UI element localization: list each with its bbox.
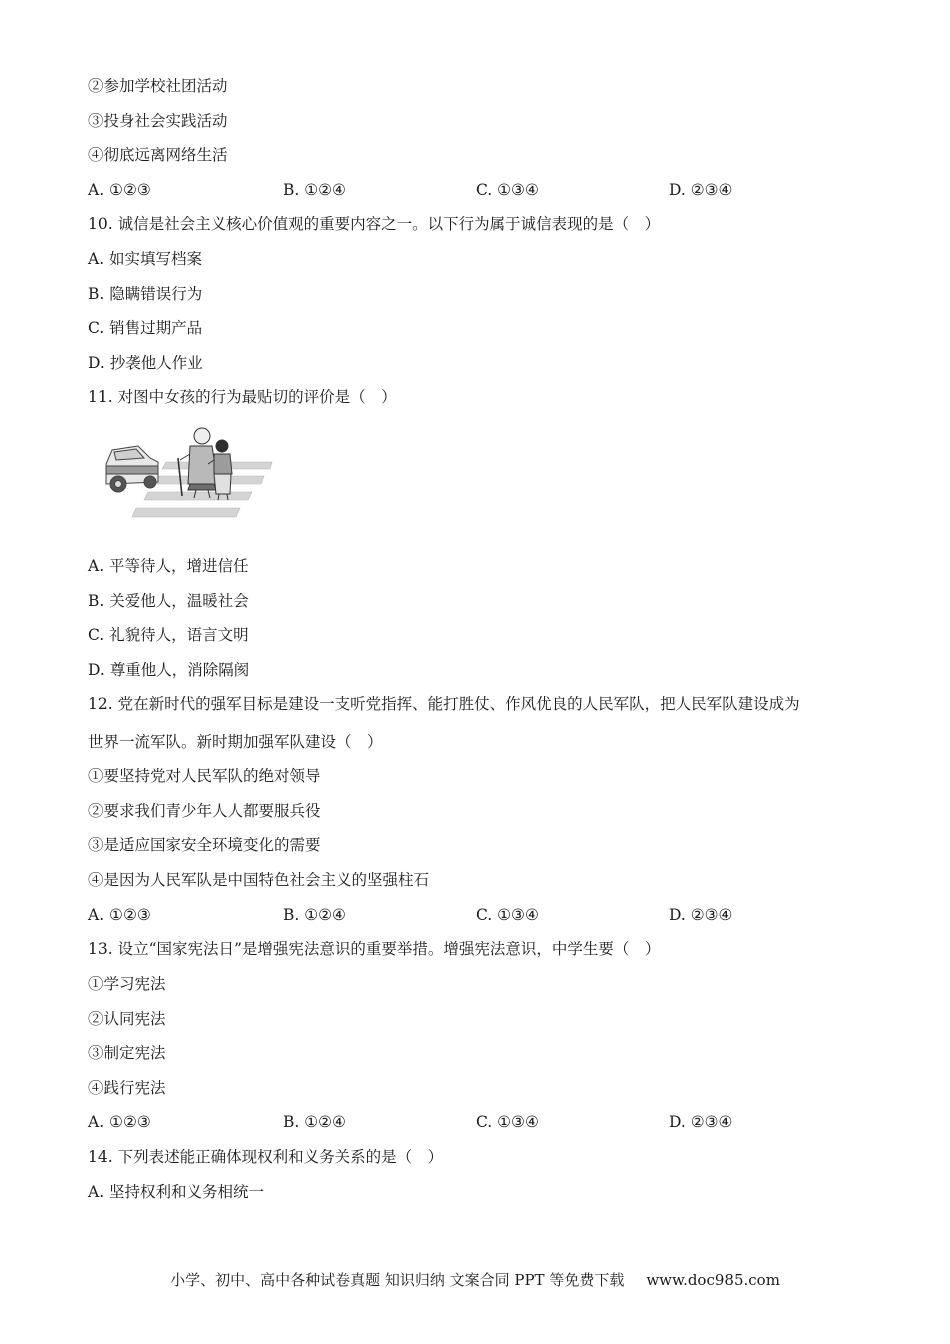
- q10-option-d: D. 抄袭他人作业: [88, 354, 203, 372]
- q11-option-b: B. 关爱他人，温暖社会: [88, 592, 249, 610]
- q9-item-4: ④彻底远离网络生活: [88, 146, 228, 164]
- footer-url[interactable]: www.doc985.com: [646, 1271, 780, 1289]
- q11-option-a: A. 平等待人，增进信任: [88, 557, 249, 575]
- q9-option-d: D. ②③④: [669, 181, 733, 199]
- q9-item-2: ②参加学校社团活动: [88, 77, 228, 95]
- q10-option-b: B. 隐瞒错误行为: [88, 285, 203, 303]
- q13-option-c: C. ①③④: [476, 1113, 539, 1131]
- q9-item-3: ③投身社会实践活动: [88, 112, 228, 130]
- q14-stem: 14. 下列表述能正确体现权利和义务关系的是（ ）: [88, 1148, 444, 1166]
- q12-item-3: ③是适应国家安全环境变化的需要: [88, 836, 321, 854]
- q10-stem: 10. 诚信是社会主义核心价值观的重要内容之一。以下行为属于诚信表现的是（ ）: [88, 215, 661, 233]
- q9-option-b: B. ①②④: [283, 181, 346, 199]
- q13-item-2: ②认同宪法: [88, 1010, 166, 1028]
- q9-option-c: C. ①③④: [476, 181, 539, 199]
- q12-item-4: ④是因为人民军队是中国特色社会主义的坚强柱石: [88, 871, 430, 889]
- q9-options: [88, 180, 788, 200]
- q12-option-a: A. ①②③: [88, 906, 151, 924]
- q12-stem-line2: 世界一流军队。新时期加强军队建设（ ）: [88, 733, 383, 751]
- q12-item-1: ①要坚持党对人民军队的绝对领导: [88, 767, 321, 785]
- page-footer: [0, 1270, 950, 1290]
- footer-text: 小学、初中、高中各种试卷真题 知识归纳 文案合同 PPT 等免费下载: [170, 1271, 625, 1289]
- crosswalk-illustration: [104, 424, 274, 520]
- q13-item-4: ④践行宪法: [88, 1079, 166, 1097]
- q12-option-b: B. ①②④: [283, 906, 346, 924]
- q10-option-a: A. 如实填写档案: [88, 250, 203, 268]
- q12-item-2: ②要求我们青少年人人都要服兵役: [88, 802, 321, 820]
- q11-option-d: D. 尊重他人，消除隔阂: [88, 661, 250, 679]
- q13-item-3: ③制定宪法: [88, 1044, 166, 1062]
- q13-option-d: D. ②③④: [669, 1113, 733, 1131]
- q10-option-c: C. 销售过期产品: [88, 319, 203, 337]
- q12-options: [88, 905, 788, 925]
- q12-stem-line1: 12. 党在新时代的强军目标是建设一支听党指挥、能打胜仗、作风优良的人民军队，把人民军队建设成为: [88, 695, 800, 713]
- q12-option-c: C. ①③④: [476, 906, 539, 924]
- q13-option-b: B. ①②④: [283, 1113, 346, 1131]
- q9-option-a: A. ①②③: [88, 181, 151, 199]
- q13-item-1: ①学习宪法: [88, 975, 166, 993]
- q14-option-a: A. 坚持权利和义务相统一: [88, 1183, 265, 1201]
- q12-option-d: D. ②③④: [669, 906, 733, 924]
- q11-stem: 11. 对图中女孩的行为最贴切的评价是（ ）: [88, 388, 397, 406]
- q13-options: [88, 1112, 788, 1132]
- q11-option-c: C. 礼貌待人，语言文明: [88, 626, 249, 644]
- q13-stem: 13. 设立“国家宪法日”是增强宪法意识的重要举措。增强宪法意识，中学生要（ ）: [88, 940, 661, 958]
- q13-option-a: A. ①②③: [88, 1113, 151, 1131]
